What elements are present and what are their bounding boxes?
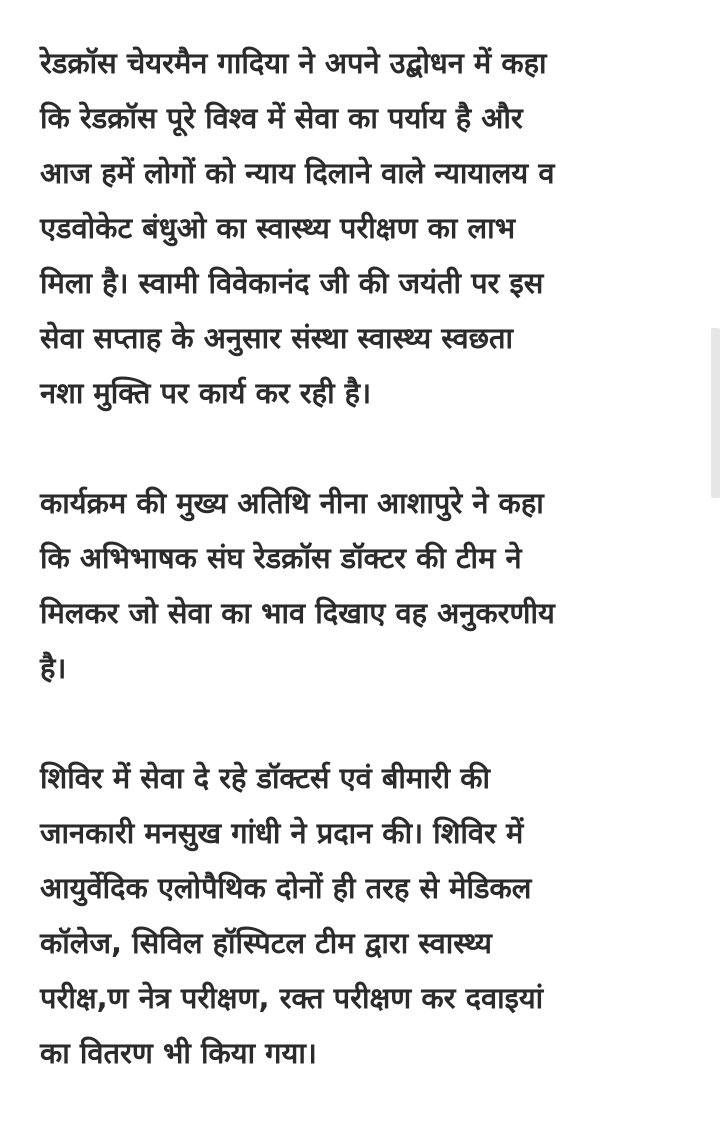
text-line: का वितरण भी किया गया। xyxy=(40,1036,317,1070)
text-line: कार्यक्रम की मुख्य अतिथि नीना आशापुरे ने कहा xyxy=(40,486,544,520)
text-line: रेडक्रॉस चेयरमैन गादिया ने अपने उद्बोधन में कहा xyxy=(40,46,547,80)
text-line: है। xyxy=(40,651,67,685)
scrollbar-thumb[interactable] xyxy=(711,328,720,498)
article-body xyxy=(40,36,690,1136)
text-line: कि अभिभाषक संघ रेडक्रॉस डॉक्टर की टीम ने xyxy=(40,541,522,575)
text-line: एडवोकेट बंधुओ का स्वास्थ्य परीक्षण का लाभ xyxy=(40,211,516,245)
text-line: शिविर में सेवा दे रहे डॉक्टर्स एवं बीमारी की xyxy=(40,761,491,795)
text-line: आज हमें लोगों को न्याय दिलाने वाले न्यायालय व xyxy=(40,156,555,190)
text-line: परीक्ष,ण नेत्र परीक्षण, रक्त परीक्षण कर दवाइयां xyxy=(40,981,544,1015)
text-line: नशा मुक्ति पर कार्य कर रही है। xyxy=(40,376,372,410)
text-line: मिलकर जो सेवा का भाव दिखाए वह अनुकरणीय xyxy=(40,596,555,630)
paragraph-redcross-chairman xyxy=(40,36,690,421)
text-line: कॉलेज, सिविल हॉस्पिटल टीम द्वारा स्वास्थ्य xyxy=(40,926,492,960)
text-line: आयुर्वेदिक एलोपैथिक दोनों ही तरह से मेडिकल xyxy=(40,871,532,905)
text-line: सेवा सप्ताह के अनुसार संस्था स्वास्थ्य स्वछता xyxy=(40,321,514,355)
paragraph-camp-details xyxy=(40,751,690,1081)
text-line: मिला है। स्वामी विवेकानंद जी की जयंती पर इस xyxy=(40,266,544,300)
paragraph-chief-guest xyxy=(40,476,690,696)
text-line: कि रेडक्रॉस पूरे विश्व में सेवा का पर्याय है और xyxy=(40,101,523,135)
text-line: जानकारी मनसुख गांधी ने प्रदान की। शिविर में xyxy=(40,816,524,850)
